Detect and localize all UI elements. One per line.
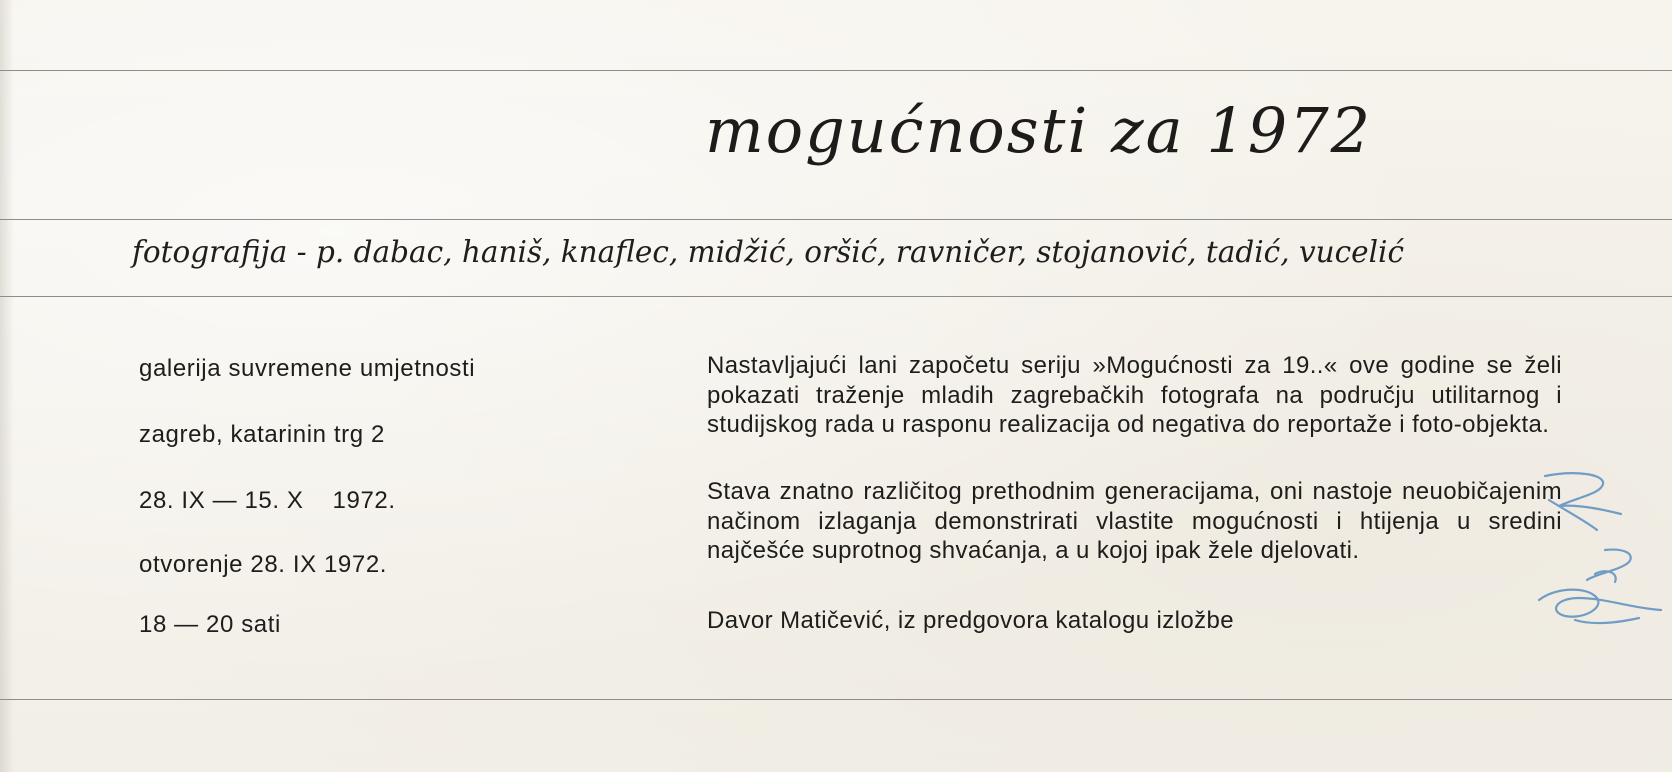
venue-address: zagreb, katarinin trg 2 — [139, 421, 385, 448]
paper-edge-shadow — [0, 0, 14, 772]
intro-paragraph: Nastavljajući lani započetu seriju »Mogućnosti za 19..« ove godine se želi pokazati traženje mladih zagrebačkih fotografa na području utilitarnog i studijskog rada u rasponu realizacija od negativa do reportaže i foto-objekta. — [707, 352, 1562, 438]
exhibition-dates: 28. IX — 15. X 1972. — [139, 487, 396, 514]
opening-hours: 18 — 20 sati — [139, 611, 281, 638]
quote-attribution: Davor Matičević, iz predgovora katalogu izložbe — [707, 607, 1235, 634]
title-rule — [0, 219, 1672, 220]
bottom-rule — [0, 699, 1672, 700]
second-paragraph: Stava znatno različitog prethodnim generacijama, oni nastoje neuobičajenim načinom izlaganja demonstrirati vlastite mogućnosti i htijenja u sredini najčešće suprotnog shvaćanja, a u kojoj ipak žele djelovati. — [707, 478, 1562, 564]
opening-date: otvorenje 28. IX 1972. — [139, 551, 388, 578]
top-rule — [0, 70, 1672, 71]
photographers-list: fotografija - p. dabac, haniš, knaflec, midžić, oršić, ravničer, stojanović, tadić, vucelić — [132, 235, 1404, 269]
venue-name: galerija suvremene umjetnosti — [139, 355, 476, 382]
exhibition-title: mogućnosti za 1972 — [705, 94, 1373, 167]
subtitle-rule — [0, 296, 1672, 297]
